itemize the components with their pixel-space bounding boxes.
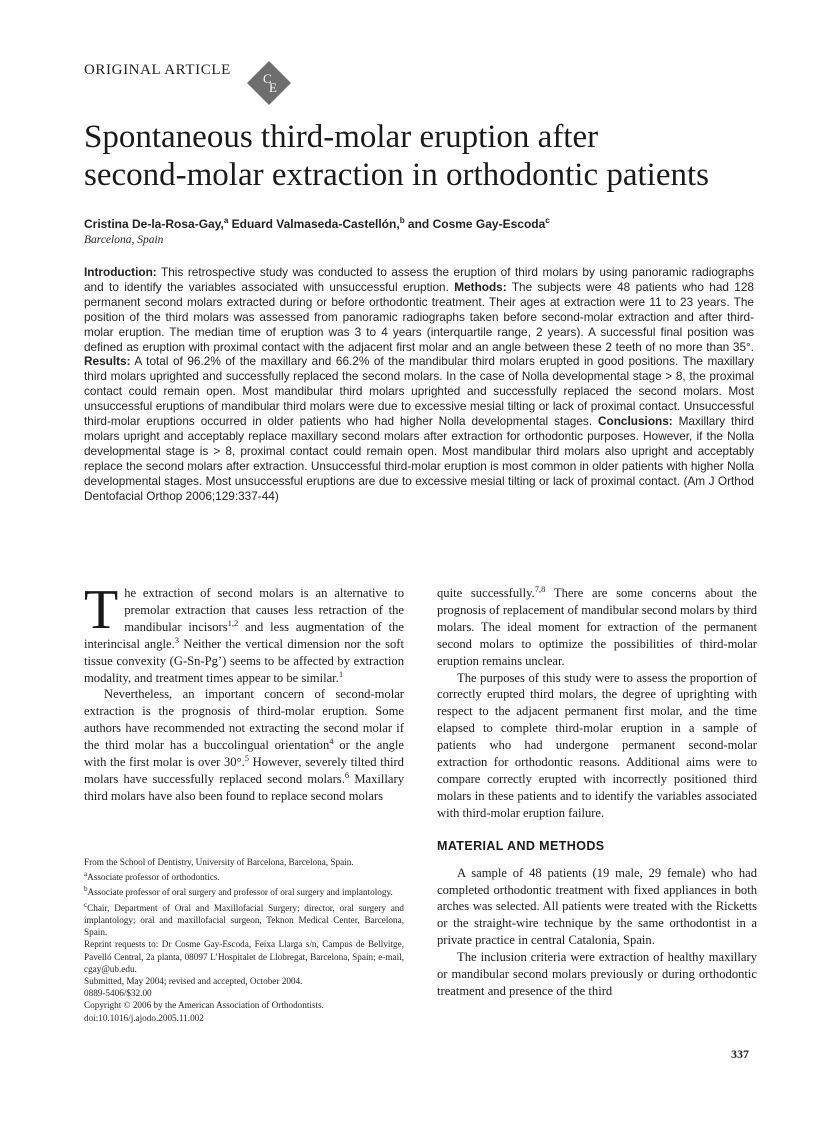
citation: 6 bbox=[344, 769, 350, 780]
abstract-text: Maxillary third molars upright and acceptably replace maxillary second molars after extraction for orthodontic purposes. However, if the Nolla developmental stage is > 8, proximal contact could remain open. Most mandibular third molars also upright and acceptably replace the second molars after extraction. Unsuccessful third-molar eruption is most common in older patients with higher Nolla developmental stages. Most unsuccessful eruptions are due to excessive mesial tilting or lack of proximal contact. (Am J Orthod Dentofacial Orthop 2006;129:337-44) bbox=[84, 414, 754, 503]
footnote bbox=[84, 868, 404, 883]
body-paragraph: The purposes of this study were to assess the proportion of correctly erupted third molars, the degree of uprighting with respect to the adjacent permanent first molar, and the time elapsed to complete third-molar eruption in a sample of patients who had undergone permanent second-molar extraction for orthodontic reasons. Additional aims were to compare correctly erupted with incorrectly positioned third molars in these patients and to identify the variables associated with third-molar eruption failure. bbox=[437, 670, 757, 820]
body-text: However, severely tilted third molars have successfully replaced second molars. bbox=[84, 755, 404, 786]
affiliation-marker: a bbox=[223, 216, 229, 225]
svg-text:E: E bbox=[269, 80, 277, 95]
footnote-text: Associate professor of oral surgery and professor of oral surgery and implantology. bbox=[87, 887, 393, 898]
body-text: Nevertheless, an important concern of second-molar extraction is the prognosis of third-molar eruption. Some authors have recommended not extracting the second molar if the third molar has a buccolingual orientation bbox=[84, 687, 404, 753]
footnote-submitted: Submitted, May 2004; revised and accepted, October 2004. bbox=[84, 976, 303, 987]
citation: 5 bbox=[244, 752, 250, 763]
body-column-left bbox=[84, 579, 405, 805]
citation: 7,8 bbox=[534, 583, 546, 594]
body-paragraph: A sample of 48 patients (19 male, 29 female) who had completed orthodontic treatment with fixed appliances in both arches was selected. All patients were treated with the Ricketts or the straight-wire technique by the same orthodontist in a private practice in central Catalonia, Spain. bbox=[437, 865, 757, 948]
body-paragraph bbox=[84, 686, 404, 804]
citation: 1,2 bbox=[227, 617, 239, 628]
drop-cap: T bbox=[84, 579, 119, 641]
citation: 4 bbox=[329, 735, 334, 746]
affiliation-marker: b bbox=[399, 216, 405, 225]
footnote-reprint: Reprint requests to: Dr Cosme Gay-Escoda, Feixa Llarga s/n, Campus de Bellvitge, Pavelló Central, 2a planta, 08097 L’Hospitalet de Llobregat, Barcelona, Spain; e-mail, cgay@ub.edu. bbox=[84, 939, 404, 974]
author-name: and Cosme Gay-Escoda bbox=[404, 217, 546, 231]
author-list bbox=[84, 216, 550, 231]
body-column-right bbox=[437, 585, 757, 1000]
abstract-text: The subjects were 48 patients who had 128 permanent second molars extracted during or before orthodontic treatment. Their ages at extraction were 11 to 23 years. The position of the third molars was assessed from panoramic radiographs taken before second-molar extraction and after third-molar eruption. The median time of eruption was 3 to 4 years (interquartile range, 2 years). A successful final position was defined as eruption with proximal contact with the adjacent first molar and an angle between these 2 teeth of no more than 35°. bbox=[84, 279, 754, 354]
body-paragraph bbox=[84, 579, 404, 686]
section-heading: MATERIAL AND METHODS bbox=[437, 838, 605, 853]
title-line: Spontaneous third-molar eruption after bbox=[84, 119, 599, 155]
abstract-label-results: Results: bbox=[84, 354, 131, 369]
body-text: or the angle with the first molar is over 30°. bbox=[84, 738, 405, 770]
body-text: quite successfully. bbox=[437, 586, 535, 600]
abstract-text: This retrospective study was conducted to assess the eruption of third molars by using panoramic radiographs and to identify the variables associated with unsuccessful eruption. bbox=[84, 265, 754, 294]
abstract-label-conclusions: Conclusions: bbox=[598, 414, 673, 429]
page-number: 337 bbox=[731, 1047, 749, 1061]
article-type-label: ORIGINAL ARTICLE bbox=[84, 62, 231, 78]
footnote-doi: doi:10.1016/j.ajodo.2005.11.002 bbox=[84, 1012, 204, 1023]
author-location: Barcelona, Spain bbox=[84, 234, 164, 246]
article-title bbox=[84, 118, 784, 194]
footnote-marker: b bbox=[84, 885, 88, 894]
title-line: second-molar extraction in orthodontic patients bbox=[84, 157, 709, 193]
author-name: Cristina De-la-Rosa-Gay, bbox=[84, 217, 224, 231]
footnotes bbox=[84, 856, 404, 1024]
footnote-marker: a bbox=[84, 870, 88, 879]
footnote-text: Chair, Department of Oral and Maxillofacial Surgery; director, oral surgery and implantology; oral and maxillofacial surgeon, Teknon Medical Center, Barcelona, Spain. bbox=[84, 902, 404, 938]
body-paragraph bbox=[437, 585, 757, 670]
footnote-marker: c bbox=[84, 900, 88, 909]
citation: 1 bbox=[338, 668, 344, 679]
body-paragraph: The inclusion criteria were extraction of healthy maxillary or mandibular second molars previously or during orthodontic treatment and presence of the third bbox=[437, 950, 757, 998]
footnote-copyright: Copyright © 2006 by the American Association of Orthodontists. bbox=[84, 1000, 324, 1011]
ce-badge-icon bbox=[246, 60, 292, 106]
body-text: There are some concerns about the prognosis of replacement of mandibular second molars by third molars. The ideal moment for extraction of the permanent second molars to optimize the possibilities of third-molar eruption remains unclear. bbox=[437, 586, 757, 668]
footnote bbox=[84, 883, 404, 898]
footnote-text: Associate professor of orthodontics. bbox=[87, 872, 220, 883]
body-text: he extraction of second molars is an alternative to premolar extraction that causes less retraction of the mandibular incisors bbox=[124, 586, 404, 634]
abstract-label-methods: Methods: bbox=[454, 279, 507, 294]
body-text: and less augmentation of the interincisal angle. bbox=[84, 619, 404, 651]
abstract bbox=[84, 265, 754, 504]
abstract-text: A total of 96.2% of the maxillary and 66.2% of the mandibular third molars erupted in good positions. The maxillary third molars uprighted and successfully replaced the second molars. In the case of Nolla developmental stage > 8, the proximal contact could remain open. Most mandibular third molars uprighted and successfully replaced the second molars. Most unsuccessful eruptions of mandibular third molars were due to excessive mesial tilting or lack of proximal contact. Unsuccessful third-molar eruptions occurred in older patients who had higher Nolla developmental stages. bbox=[84, 354, 754, 429]
footnote: From the School of Dentistry, University of Barcelona, Barcelona, Spain. bbox=[84, 857, 354, 867]
citation: 3 bbox=[174, 634, 179, 645]
footnote bbox=[84, 899, 404, 939]
affiliation-marker: c bbox=[545, 216, 550, 225]
footnote-issn: 0889-5406/$32.00 bbox=[84, 988, 152, 999]
body-text: Maxillary third molars have also been found to replace second molars bbox=[84, 771, 404, 803]
author-name: Eduard Valmaseda-Castellón, bbox=[228, 217, 400, 231]
body-text: Neither the vertical dimension nor the soft tissue convexity (G-Sn-Pg’) seems to be affected by extraction modality, and treatment times appear to be similar. bbox=[84, 636, 404, 685]
abstract-label-introduction: Introduction: bbox=[84, 265, 157, 279]
svg-text:C: C bbox=[263, 71, 272, 86]
